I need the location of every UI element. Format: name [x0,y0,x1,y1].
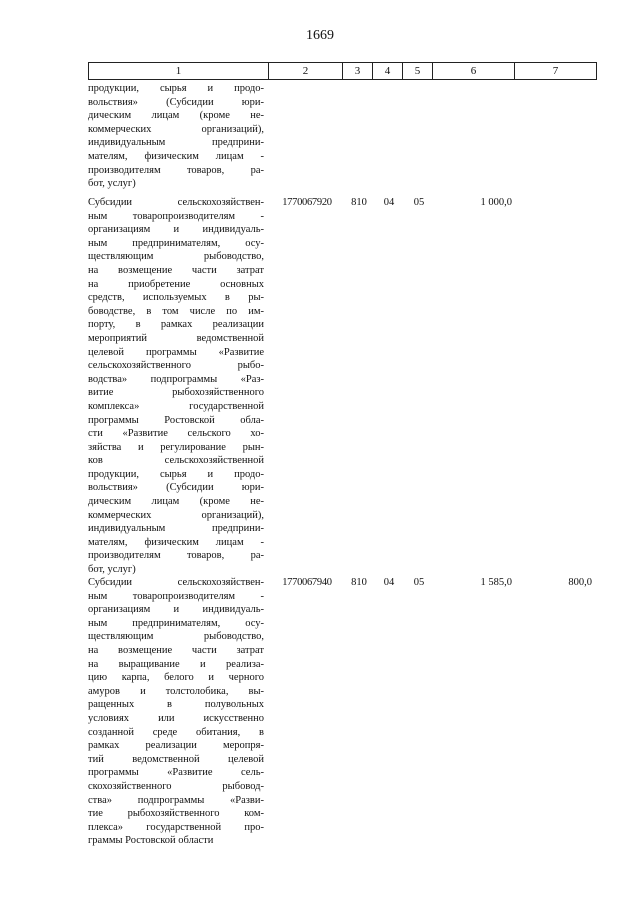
description-line: дическим лицам (кроме не- [88,496,264,508]
header-col-1: 1 [89,63,269,80]
description-line: ществляющим рыбоводство, [88,631,264,643]
description-line: комплекса» государственной [88,400,264,412]
row-code: 1770067920 [282,197,332,208]
description-line: зяйства и регулирование рын- [88,441,264,453]
header-col-5: 5 [403,63,433,80]
description-line: на возмещение части затрат [88,644,264,656]
description-line: дическим лицам (кроме не- [88,110,264,122]
description-line: продукции, сырья и продо- [88,468,264,480]
description-line: на приобретение основных [88,278,264,290]
description-line: плекса» государственной про- [88,821,264,833]
description-line: целевой программы «Развитие [88,346,264,358]
header-col-6: 6 [433,63,515,80]
row-code: 1770067940 [282,577,332,588]
header-col-4: 4 [373,63,403,80]
description-line: организациям и индивидуаль- [88,224,264,236]
description-line: ным товаропроизводителям - [88,590,264,602]
description-line: ным предпринимателям, осу- [88,617,264,629]
description-line: программы «Развитие сель- [88,767,264,779]
row-description [88,196,264,577]
description-line: бот, услуг) [88,564,136,576]
description-line: водства» подпрограммы «Раз- [88,373,264,385]
description-line: граммы Ростовской области [88,835,214,847]
description-line: порту, в рамках реализации [88,319,264,331]
description-line: ства» подпрограммы «Разви- [88,794,264,806]
row-col-5: 05 [413,577,425,588]
header-col-2: 2 [269,63,343,80]
row-col-4: 04 [383,577,395,588]
description-line: организациям и индивидуаль- [88,604,264,616]
description-line: коммерческих организаций), [88,509,264,521]
description-line: созданной среде обитания, в [88,726,264,738]
description-line: программы Ростовской обла- [88,414,264,426]
description-line: коммерческих организаций), [88,123,264,135]
description-line: мероприятий ведомственной [88,332,264,344]
description-line: тие рыбохозяйственного ком- [88,808,264,820]
table-header [88,62,596,80]
row-description [88,82,264,191]
row-col-5: 05 [413,197,425,208]
description-line: производителям товаров, ра- [88,164,264,176]
row-col-6: 1 000,0 [480,197,512,208]
description-line: бот, услуг) [88,178,136,190]
row-col-7: 800,0 [568,577,592,588]
row-col-3: 810 [351,577,367,588]
description-line: мателям, физическим лицам - [88,150,264,162]
description-line: производителям товаров, ра- [88,550,264,562]
description-line: ным товаропроизводителям - [88,210,264,222]
description-line: амуров и толстолобика, вы- [88,685,264,697]
description-line: ществляющим рыбоводство, [88,251,264,263]
description-line: вольствия» (Субсидии юри- [88,482,264,494]
description-line: витие рыбохозяйственного [88,387,264,399]
description-line: индивидуальным предприни- [88,523,264,535]
description-line: Субсидии сельскохозяйствен- [88,577,264,588]
page-number: 1669 [306,28,334,43]
description-line: ков сельскохозяйственной [88,455,264,467]
description-line: цию карпа, белого и черного [88,672,264,684]
description-line: Субсидии сельскохозяйствен- [88,197,264,208]
description-line: ращенных в полувольных [88,699,264,711]
row-col-3: 810 [351,197,367,208]
description-line: на выращивание и реализа- [88,658,264,670]
description-line: условиях или искусственно [88,712,264,724]
description-line: мателям, физическим лицам - [88,536,264,548]
description-line: на возмещение части затрат [88,264,264,276]
header-col-7: 7 [515,63,597,80]
description-line: скохозяйственного рыбовод- [88,780,264,792]
description-line: ным предпринимателям, осу- [88,237,264,249]
description-line: вольствия» (Субсидии юри- [88,96,264,108]
description-line: боводстве, в том числе по им- [88,305,264,317]
header-col-3: 3 [343,63,373,80]
description-line: средств, используемых в ры- [88,292,264,304]
description-line: продукции, сырья и продо- [88,83,264,94]
row-description [88,576,264,848]
description-line: рамках реализации меропря- [88,740,264,752]
description-line: сти «Развитие сельского хо- [88,428,264,440]
row-col-4: 04 [383,197,395,208]
row-col-6: 1 585,0 [480,577,512,588]
description-line: индивидуальным предприни- [88,137,264,149]
description-line: тий ведомственной целевой [88,753,264,765]
description-line: сельскохозяйственного рыбо- [88,360,264,372]
